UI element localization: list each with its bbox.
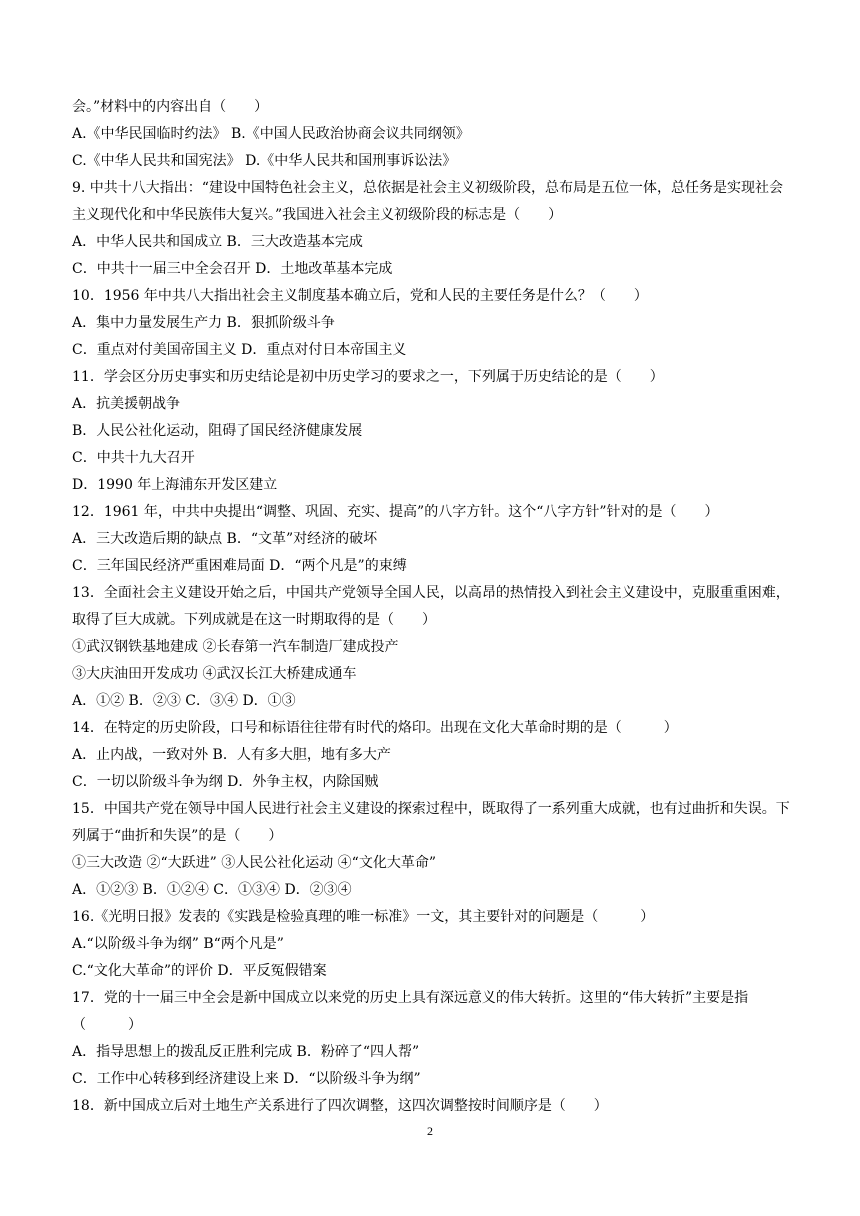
text-line: 11．学会区分历史事实和历史结论是初中历史学习的要求之一，下列属于历史结论的是（ ） — [72, 369, 664, 385]
text-line: C．三年国民经济严重困难局面 D．“两个凡是”的束缚 — [72, 558, 407, 574]
text-line: A．①②③ B．①②④ C．①③④ D．②③④ — [72, 882, 352, 898]
text-line: D．1990 年上海浦东开发区建立 — [72, 477, 278, 493]
text-line: A．止内战，一致对外 B．人有多大胆，地有多大产 — [72, 747, 391, 763]
text-line: 10．1956 年中共八大指出社会主义制度基本确立后，党和人民的主要任务是什么？（ ） — [72, 288, 648, 304]
text-line: 18．新中国成立后对土地生产关系进行了四次调整，这四次调整按时间顺序是（ ） — [72, 1098, 608, 1114]
text-line: A．集中力量发展生产力 B．狠抓阶级斗争 — [72, 315, 335, 331]
text-line: 12．1961 年，中共中央提出“调整、巩固、充实、提高”的八字方针。这个“八字方针”针对的是（ ） — [72, 504, 719, 520]
page-number: 2 — [427, 1124, 433, 1138]
text-line: A．中华人民共和国成立 B．三大改造基本完成 — [72, 234, 363, 250]
text-line: C.《中华人民共和国宪法》 D.《中华人民共和国刑事诉讼法》 — [72, 153, 457, 169]
text-line: A．指导思想上的拨乱反正胜利完成 B．粉碎了“四人帮” — [72, 1044, 420, 1060]
text-line: ③大庆油田开发成功 ④武汉长江大桥建成通车 — [72, 666, 357, 682]
text-line: 13．全面社会主义建设开始之后，中国共产党领导全国人民，以高昂的热情投入到社会主义建设中，克服重重困难，取得了巨大成就。下列成就是在这一时期取得的是（ ） — [72, 585, 790, 628]
text-line: C.“文化大革命”的评价 D．平反冤假错案 — [72, 963, 327, 979]
text-line: A.《中华民国临时约法》 B.《中国人民政治协商会议共同纲领》 — [72, 126, 470, 142]
text-line: 14．在特定的历史阶段，口号和标语往往带有时代的烙印。出现在文化大革命时期的是（ ） — [72, 720, 678, 736]
text-line: ①三大改造 ②“大跃进” ③人民公社化运动 ④“文化大革命” — [72, 855, 436, 871]
text-line: C．一切以阶级斗争为纲 D．外争主权，内除国贼 — [72, 774, 379, 790]
text-line: A．抗美援朝战争 — [72, 396, 181, 412]
text-line: A.“以阶级斗争为纲” B“两个凡是” — [72, 936, 284, 952]
text-line: 9. 中共十八大指出：“建设中国特色社会主义，总依据是社会主义初级阶段，总布局是五位一体，总任务是实现社会主义现代化和中华民族伟大复兴。”我国进入社会主义初级阶段的标志是（ ） — [72, 180, 783, 223]
text-line: A．①② B．②③ C．③④ D．①③ — [72, 693, 296, 709]
text-line: C．中共十九大召开 — [72, 450, 195, 466]
text-line: C．工作中心转移到经济建设上来 D．“以阶级斗争为纲” — [72, 1071, 421, 1087]
text-line: C．重点对付美国帝国主义 D．重点对付日本帝国主义 — [72, 342, 407, 358]
text-line: ①武汉钢铁基地建成 ②长春第一汽车制造厂建成投产 — [72, 639, 399, 655]
text-line: 15．中国共产党在领导中国人民进行社会主义建设的探索过程中，既取得了一系列重大成就，也有过曲折和失误。下列属于“曲折和失误”的是（ ） — [72, 801, 790, 844]
text-line: A．三大改造后期的缺点 B．“文革”对经济的破坏 — [72, 531, 378, 547]
text-line: 17．党的十一届三中全会是新中国成立以来党的历史上具有深远意义的伟大转折。这里的“伟大转折”主要是指（ ） — [72, 990, 749, 1033]
question-content — [72, 94, 792, 1120]
text-line: 16.《光明日报》发表的《实践是检验真理的唯一标准》一文，其主要针对的问题是（ ） — [72, 909, 655, 925]
text-line: C．中共十一届三中全会召开 D．土地改革基本完成 — [72, 261, 393, 277]
text-line: 会。”材料中的内容出自（ ） — [72, 99, 269, 115]
text-line: B．人民公社化运动，阻碍了国民经济健康发展 — [72, 423, 363, 439]
